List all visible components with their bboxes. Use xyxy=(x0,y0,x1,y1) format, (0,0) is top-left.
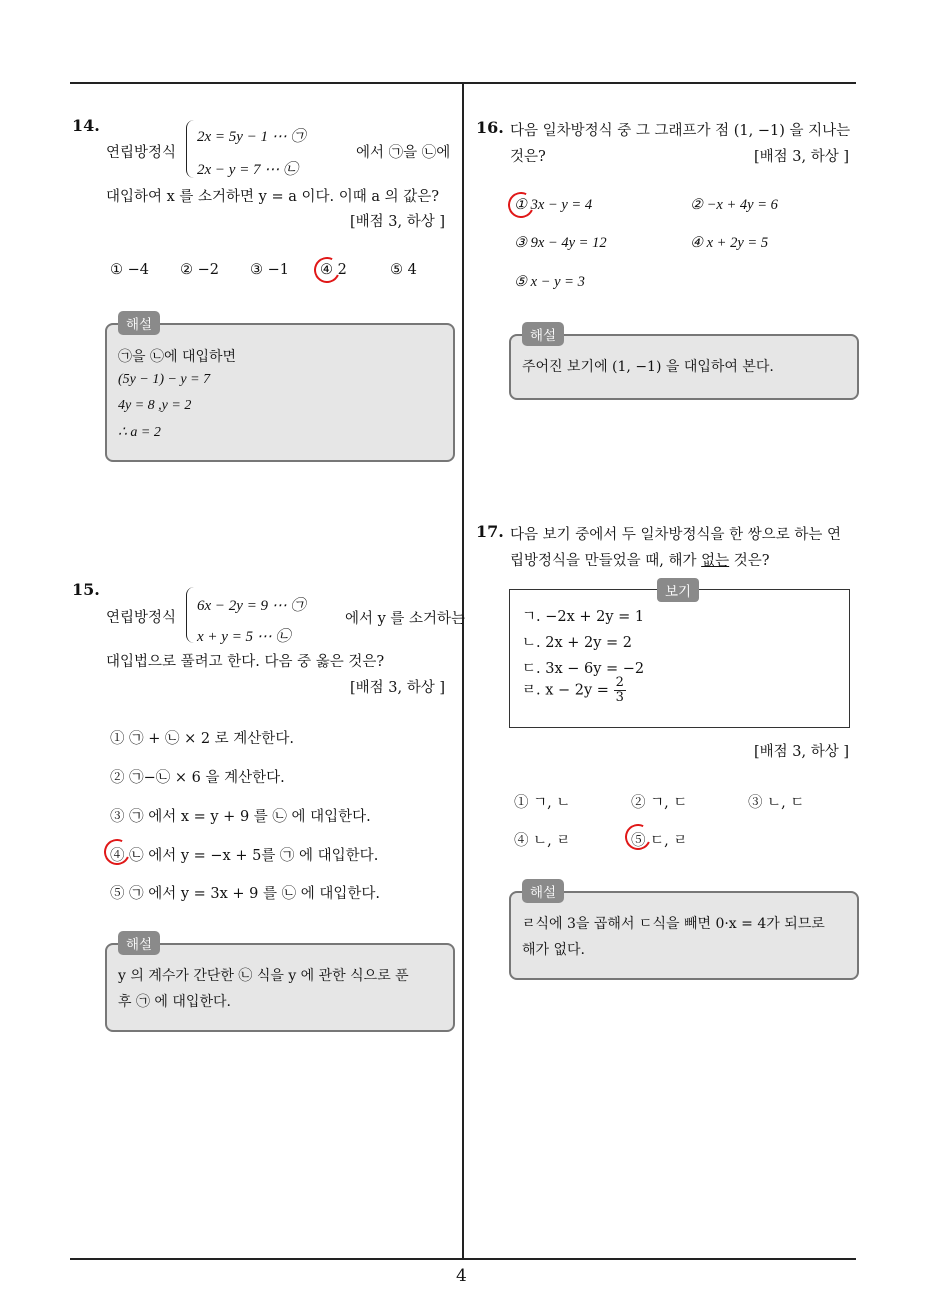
q15-option-2[interactable]: ② ㉠−㉡ × 6 을 계산한다. xyxy=(110,770,285,786)
q15-option-5[interactable]: ⑤ ㉠ 에서 y = 3x + 9 를 ㉡ 에 대입한다. xyxy=(110,886,380,902)
q17-score: [배점 3, 하상 ] xyxy=(754,744,850,760)
fraction-denominator: 3 xyxy=(615,690,624,705)
q15-option-3[interactable]: ③ ㉠ 에서 x = y + 9 를 ㉡ 에 대입한다. xyxy=(110,809,371,825)
q17-solution-line-2: 해가 없다. xyxy=(522,942,585,958)
q15-line-2: 대입법으로 풀려고 한다. 다음 중 옳은 것은? xyxy=(106,654,385,670)
question-number-16: 16. xyxy=(476,118,504,137)
q15-solution-label: 해설 xyxy=(118,931,160,955)
q15-suffix: 에서 y 를 소거하는 xyxy=(345,611,466,627)
q14-option-4[interactable]: ④ 2 xyxy=(320,262,347,278)
question-number-15: 15. xyxy=(72,580,100,599)
q17-option-3[interactable]: ③ ㄴ, ㄷ xyxy=(748,795,805,811)
q16-option-2[interactable]: ② −x + 4y = 6 xyxy=(690,197,778,213)
q17-solution-line-1: ㄹ식에 3을 곱해서 ㄷ식을 빼면 0·x = 4가 되므로 xyxy=(522,916,825,932)
bottom-rule xyxy=(70,1258,856,1260)
q14-option-1[interactable]: ① −4 xyxy=(110,262,149,278)
q14-option-2[interactable]: ② −2 xyxy=(180,262,219,278)
q14-solution-line-4: ∴ a = 2 xyxy=(118,425,161,440)
q14-equation-1: 2x = 5y − 1 ⋯ ㉠ xyxy=(197,129,306,145)
q16-option-3[interactable]: ③ 9x − 4y = 12 xyxy=(514,235,607,251)
q17-option-4[interactable]: ④ ㄴ, ㄹ xyxy=(514,833,571,849)
q14-answer-mark xyxy=(310,253,343,286)
column-divider xyxy=(462,84,464,1258)
fraction-numerator: 2 xyxy=(615,675,624,690)
q16-solution-line-1: 주어진 보기에 (1, −1) 을 대입하여 본다. xyxy=(522,359,774,375)
q14-line-2: 대입하여 x 를 소거하면 y = a 이다. 이때 a 의 값은? xyxy=(106,189,440,205)
q14-prefix: 연립방정식 xyxy=(106,145,177,161)
q16-line-2: 것은? xyxy=(510,149,546,165)
q15-solution-line-2: 후 ㉠ 에 대입한다. xyxy=(118,994,231,1010)
q16-solution-label: 해설 xyxy=(522,322,564,346)
q17-solution-box xyxy=(509,891,859,980)
q14-solution-line-1: ㉠을 ㉡에 대입하면 xyxy=(118,349,237,365)
q16-answer-mark xyxy=(504,188,537,221)
q15-equation-1: 6x − 2y = 9 ⋯ ㉠ xyxy=(197,598,306,614)
q17-line-1: 다음 보기 중에서 두 일차방정식을 한 쌍으로 하는 연 xyxy=(510,527,842,543)
q14-solution-label: 해설 xyxy=(118,311,160,335)
question-number-17: 17. xyxy=(476,522,504,541)
q17-bogi-item-2: ㄴ. 2x + 2y = 2 xyxy=(522,635,633,651)
q14-solution-box xyxy=(105,323,455,462)
q15-prefix: 연립방정식 xyxy=(106,610,177,626)
q14-suffix: 에서 ㉠을 ㉡에 xyxy=(356,145,451,161)
q17-bogi-fraction xyxy=(614,676,626,705)
q14-brace xyxy=(186,120,195,178)
q17-option-2[interactable]: ② ㄱ, ㄷ xyxy=(631,795,688,811)
q15-solution-line-1: y 의 계수가 간단한 ㉡ 식을 y 에 관한 식으로 푼 xyxy=(118,968,409,984)
q17-bogi-item-4: ㄹ. x − 2y = xyxy=(522,682,609,699)
q15-equation-2: x + y = 5 ⋯ ㉡ xyxy=(197,629,291,645)
q14-option-3[interactable]: ③ −1 xyxy=(250,262,289,278)
q17-bogi-label: 보기 xyxy=(657,578,699,602)
q15-option-1[interactable]: ① ㉠ + ㉡ × 2 로 계산한다. xyxy=(110,731,294,747)
q17-bogi-item-3: ㄷ. 3x − 6y = −2 xyxy=(522,661,645,677)
q15-score: [배점 3, 하상 ] xyxy=(350,680,446,696)
q16-option-4[interactable]: ④ x + 2y = 5 xyxy=(690,235,769,251)
q17-option-5[interactable]: ⑤ ㄷ, ㄹ xyxy=(631,833,688,849)
q16-score: [배점 3, 하상 ] xyxy=(754,149,850,165)
q15-solution-box xyxy=(105,943,455,1032)
q14-solution-line-2: (5y − 1) − y = 7 xyxy=(118,372,211,387)
q15-option-4[interactable]: ④ ㉡ 에서 y = −x + 5를 ㉠ 에 대입한다. xyxy=(110,848,379,864)
page-number: 4 xyxy=(456,1266,467,1286)
q17-solution-label: 해설 xyxy=(522,879,564,903)
q17-bogi-item-1: ㄱ. −2x + 2y = 1 xyxy=(522,609,645,625)
q14-solution-line-3: 4y = 8 ,y = 2 xyxy=(118,398,192,413)
q16-option-1[interactable]: ① 3x − y = 4 xyxy=(514,197,593,213)
q17-line-2-a: 립방정식을 만들었을 때, 해가 xyxy=(510,553,702,569)
q17-line-2-underlined: 없는 xyxy=(701,553,730,569)
question-number-14: 14. xyxy=(72,116,100,135)
q17-line-2 xyxy=(510,549,770,570)
q15-brace xyxy=(186,587,195,643)
q17-bogi-item-4-wrap xyxy=(522,676,626,705)
q16-line-1: 다음 일차방정식 중 그 그래프가 점 (1, −1) 을 지나는 xyxy=(510,123,851,139)
q14-score: [배점 3, 하상 ] xyxy=(350,214,446,230)
q17-option-1[interactable]: ① ㄱ, ㄴ xyxy=(514,795,571,811)
q14-equation-2: 2x − y = 7 ⋯ ㉡ xyxy=(197,162,299,178)
q14-option-5[interactable]: ⑤ 4 xyxy=(390,262,417,278)
q16-option-5[interactable]: ⑤ x − y = 3 xyxy=(514,274,585,290)
q17-line-2-b: 것은? xyxy=(729,553,770,569)
